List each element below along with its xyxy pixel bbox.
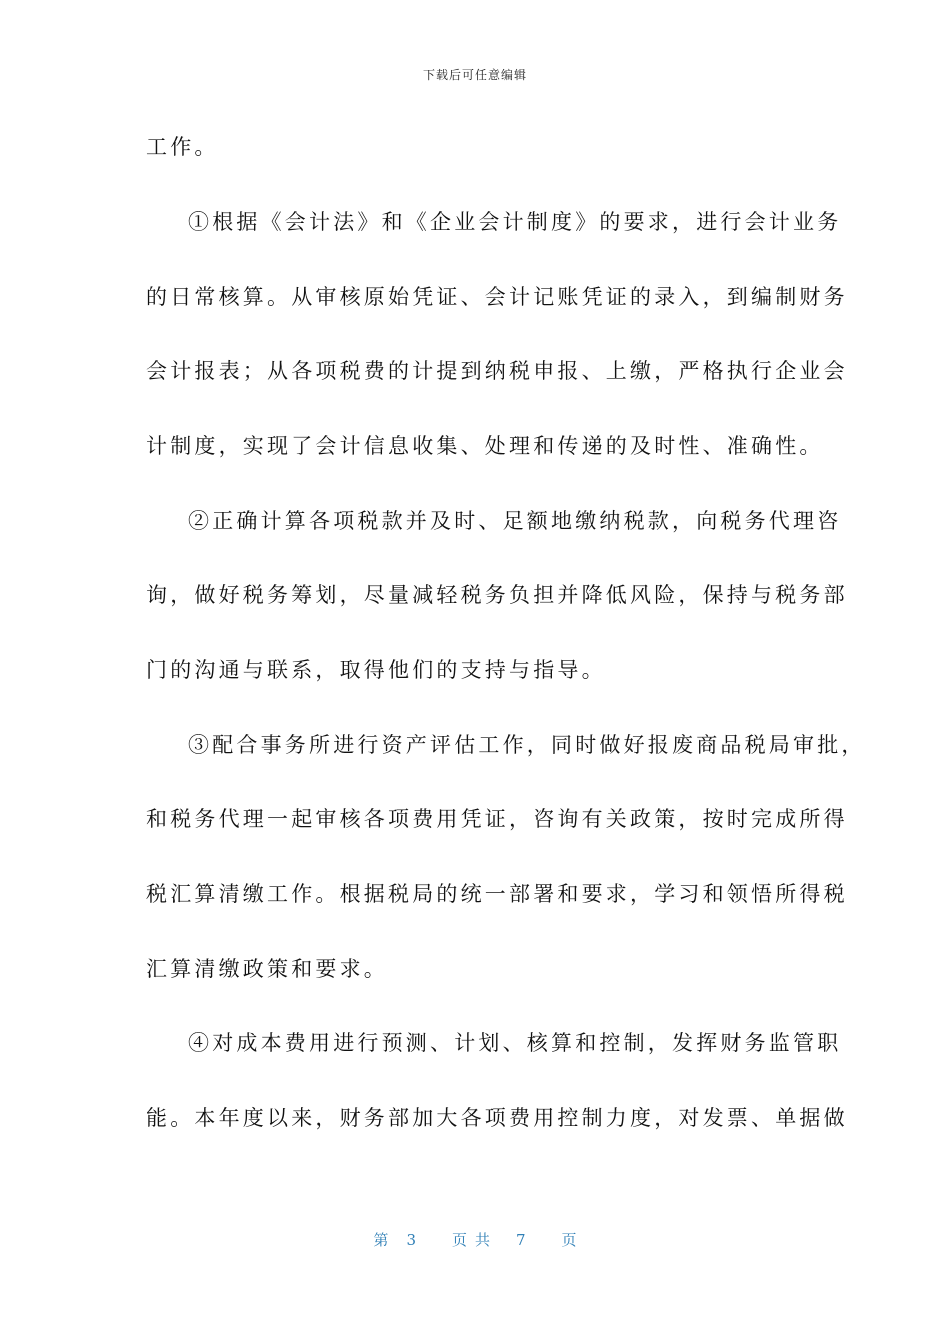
body-line: 汇算清缴政策和要求。 [146, 957, 388, 981]
body-line: 会计报表；从各项税费的计提到纳税申报、上缴，严格执行企业会 [146, 359, 848, 383]
body-line: ①根据《会计法》和《企业会计制度》的要求，进行会计业务 [188, 210, 842, 234]
footer-label-di: 第 [373, 1231, 389, 1249]
body-line: 询，做好税务筹划，尽量减轻税务负担并降低风险，保持与税务部 [146, 583, 848, 607]
footer-label-ye: 页 [561, 1231, 577, 1249]
footer-label-ye-gong: 页共 [451, 1231, 498, 1249]
body-line: ②正确计算各项税款并及时、足额地缴纳税款，向税务代理咨 [188, 509, 842, 533]
body-line: 工作。 [146, 135, 219, 159]
page-footer [0, 1229, 950, 1250]
body-line: 和税务代理一起审核各项费用凭证，咨询有关政策，按时完成所得 [146, 807, 848, 831]
body-line: 的日常核算。从审核原始凭证、会计记账凭证的录入，到编制财务 [146, 285, 848, 309]
body-line: ④对成本费用进行预测、计划、核算和控制，发挥财务监管职 [188, 1031, 842, 1055]
body-line: 门的沟通与联系，取得他们的支持与指导。 [146, 658, 606, 682]
header-note: 下载后可任意编辑 [422, 68, 527, 82]
body-line: 计制度，实现了会计信息收集、处理和传递的及时性、准确性。 [146, 434, 824, 458]
body-line: 税汇算清缴工作。根据税局的统一部署和要求，学习和领悟所得税 [146, 882, 848, 906]
body-line: 能。本年度以来，财务部加大各项费用控制力度，对发票、单据做 [146, 1106, 848, 1130]
body-line: ③配合事务所进行资产评估工作，同时做好报废商品税局审批， [188, 733, 866, 757]
footer-total-pages: 7 [516, 1231, 526, 1249]
footer-current-page: 3 [406, 1231, 416, 1249]
